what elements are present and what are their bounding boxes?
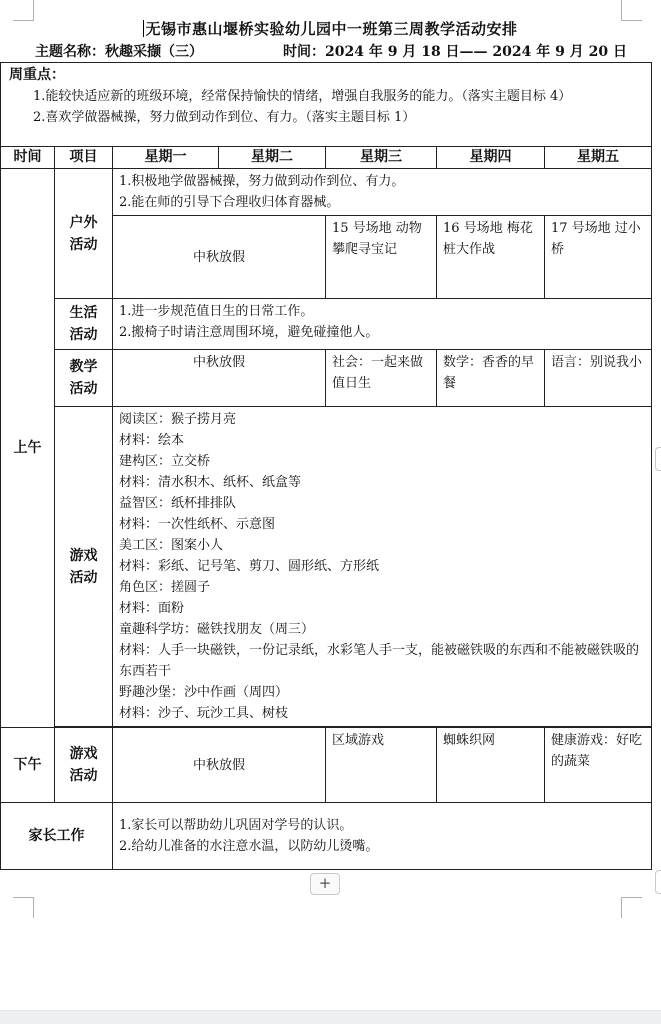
life-activity-item: 1.进一步规范值日生的日常工作。 xyxy=(119,304,314,319)
right-side-handle[interactable] xyxy=(655,447,661,471)
game-line: 材料：彩纸、记号笔、剪刀、圆形纸、方形纸 xyxy=(119,559,380,574)
header-item: 项目 xyxy=(55,147,113,169)
category-outdoor-line1: 户外 xyxy=(69,214,98,231)
outdoor-holiday-cell[interactable]: 中秋放假 xyxy=(113,216,326,299)
teaching-thursday-cell[interactable]: 数学：香香的早餐 xyxy=(437,350,545,407)
game-line: 材料：人手一块磁铁，一份记录纸，水彩笔人手一支，能被磁铁吸的东西和不能被磁铁吸的东西若干 xyxy=(119,643,640,679)
game-line: 材料：清水积木、纸杯、纸盒等 xyxy=(119,475,302,490)
category-afternoon-game-line1: 游戏 xyxy=(69,746,98,762)
game-line: 建构区：立交桥 xyxy=(119,454,211,469)
teaching-friday-cell[interactable]: 语言：别说我小 xyxy=(545,350,652,407)
afternoon-friday-cell[interactable]: 健康游戏：好吃的蔬菜 xyxy=(545,728,652,803)
game-activity-cell[interactable] xyxy=(113,407,652,727)
week-focus-item: 1.能较快适应新的班级环境，经常保持愉快的情绪，增强自我服务的能力。（落实主题目标 4） xyxy=(33,89,572,104)
document-title-text: 无锡市惠山堰桥实验幼儿园中一班第三周教学活动安排 xyxy=(145,20,518,38)
category-outdoor-line2: 活动 xyxy=(69,236,98,253)
game-line: 阅读区：猴子捞月亮 xyxy=(119,412,237,427)
header-time: 时间 xyxy=(1,147,55,169)
crop-mark-top-right xyxy=(621,0,642,21)
category-game-line2: 活动 xyxy=(69,569,98,586)
parents-work-item: 1.家长可以帮助幼儿巩固对学号的认识。 xyxy=(119,818,353,833)
crop-mark-bottom-left xyxy=(13,897,34,918)
parents-work-cell[interactable] xyxy=(113,803,652,870)
crop-mark-top-left xyxy=(13,0,34,21)
header-thursday: 星期四 xyxy=(437,147,545,169)
header-friday: 星期五 xyxy=(545,147,652,169)
life-activity-cell[interactable] xyxy=(113,299,652,350)
crop-mark-bottom-right xyxy=(621,897,642,918)
category-teaching xyxy=(55,350,113,407)
category-afternoon-game-line2: 活动 xyxy=(69,768,98,784)
game-line: 野趣沙堡：沙中作画（周四） xyxy=(119,685,289,700)
week-focus-cell[interactable] xyxy=(1,63,652,147)
outdoor-wednesday-cell[interactable]: 15 号场地 动物攀爬寻宝记 xyxy=(326,216,437,299)
category-game-line1: 游戏 xyxy=(69,547,98,564)
document-title[interactable] xyxy=(0,19,661,39)
period-afternoon: 下午 xyxy=(1,728,55,803)
header-wednesday: 星期三 xyxy=(326,147,437,169)
outdoor-goal: 2.能在师的引导下合理收归体育器械。 xyxy=(119,195,340,210)
afternoon-holiday-cell[interactable]: 中秋放假 xyxy=(113,728,326,803)
week-focus-item: 2.喜欢学做器械操，努力做到动作到位、有力。（落实主题目标 1） xyxy=(33,110,416,125)
game-line: 益智区：纸杯排排队 xyxy=(119,496,237,511)
outdoor-thursday-cell[interactable]: 16 号场地 梅花桩大作战 xyxy=(437,216,545,299)
game-line: 角色区：搓圆子 xyxy=(119,580,211,595)
right-side-handle-lower[interactable] xyxy=(655,870,661,894)
schedule-table xyxy=(0,62,652,870)
theme-name: 主题名称：秋趣采撷（三） xyxy=(35,44,203,60)
outdoor-goal: 1.积极地学做器械操，努力做到动作到位、有力。 xyxy=(119,174,405,189)
outdoor-goals-cell[interactable] xyxy=(113,169,652,216)
afternoon-wednesday-cell[interactable]: 区域游戏 xyxy=(326,728,437,803)
header-monday: 星期一 xyxy=(113,147,219,169)
category-life-line1: 生活 xyxy=(69,305,98,321)
game-line: 材料：绘本 xyxy=(119,433,185,448)
bottom-status-strip xyxy=(0,1010,661,1024)
category-teaching-line1: 教学 xyxy=(69,359,98,375)
game-line: 材料：面粉 xyxy=(119,601,185,616)
game-line: 材料：一次性纸杯、示意图 xyxy=(119,517,276,532)
category-outdoor xyxy=(55,169,113,299)
category-teaching-line2: 活动 xyxy=(69,381,98,397)
week-focus-heading: 周重点： xyxy=(9,67,65,83)
category-afternoon-game xyxy=(55,728,113,803)
game-line: 材料：沙子、玩沙工具、树枝 xyxy=(119,706,289,721)
outdoor-friday-cell[interactable]: 17 号场地 过小桥 xyxy=(545,216,652,299)
life-activity-item: 2.搬椅子时请注意周围环境，避免碰撞他人。 xyxy=(119,325,379,340)
parents-work-item: 2.给幼儿准备的水注意水温，以防幼儿烫嘴。 xyxy=(119,839,379,854)
teaching-holiday-cell[interactable]: 中秋放假 xyxy=(113,350,326,407)
afternoon-thursday-cell[interactable]: 蜘蛛织网 xyxy=(437,728,545,803)
category-game xyxy=(55,407,113,727)
teaching-wednesday-cell[interactable]: 社会：一起来做值日生 xyxy=(326,350,437,407)
period-morning: 上午 xyxy=(1,169,55,728)
header-tuesday: 星期二 xyxy=(219,147,326,169)
game-line: 美工区：图案小人 xyxy=(119,538,224,553)
subtitle-row xyxy=(0,42,661,62)
category-life xyxy=(55,299,113,350)
parents-work-label: 家长工作 xyxy=(1,803,113,870)
add-section-button[interactable]: + xyxy=(310,873,340,895)
category-life-line2: 活动 xyxy=(69,327,98,343)
game-line: 童趣科学坊：磁铁找朋友（周三） xyxy=(119,622,315,637)
date-range: 时间：2024 年 9 月 18 日—— 2024 年 9 月 20 日 xyxy=(283,44,627,60)
